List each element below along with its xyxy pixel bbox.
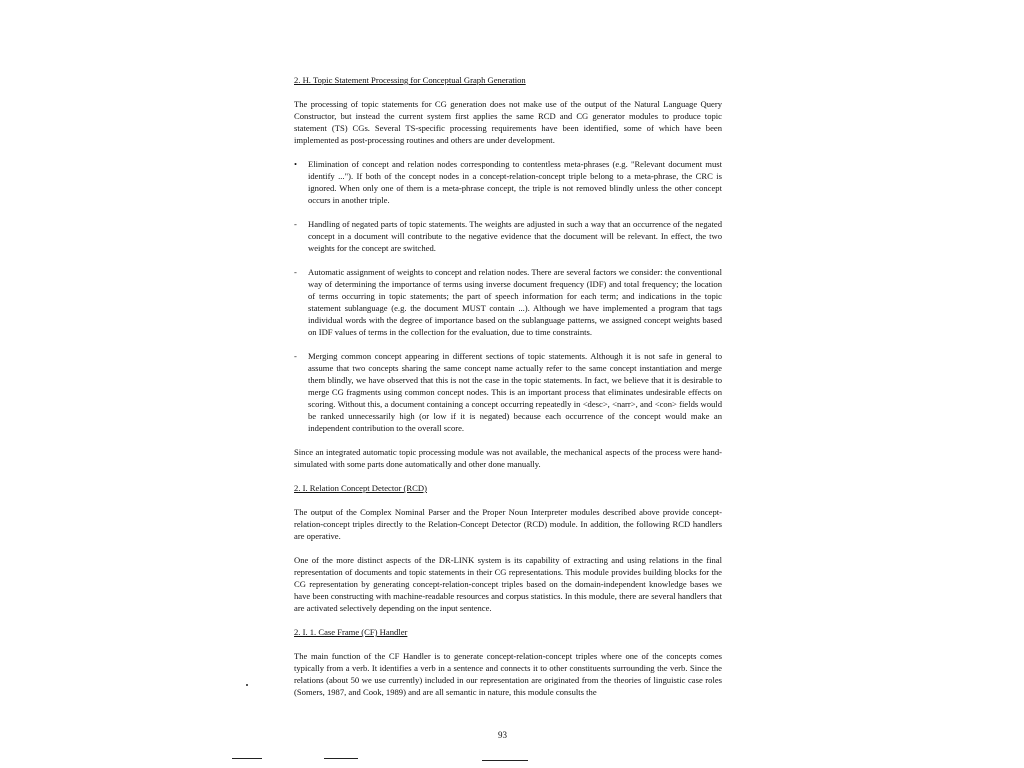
page-number: 93 xyxy=(498,730,507,740)
paragraph-closing: Since an integrated automatic topic processing module was not available, the mechanical aspects of the process were hand-simulated with some parts done automatically and other done manually. xyxy=(294,447,722,469)
bullet-item xyxy=(294,350,722,434)
scan-artifact-line xyxy=(482,760,528,761)
bullet-mark: • xyxy=(294,159,298,169)
bullet-mark: - xyxy=(294,351,297,361)
scan-artifact-dot xyxy=(246,684,248,686)
bullet-text: Handling of negated parts of topic statements. The weights are adjusted in such a way that an occurrence of the negated concept in a document will contribute to the negative evidence that the document will be relevant. In effect, the two weights for the concept are switched. xyxy=(308,219,722,253)
scan-artifact-line xyxy=(232,758,262,759)
document-page xyxy=(294,74,722,698)
section-heading-rcd: 2. I. Relation Concept Detector (RCD) xyxy=(294,483,427,493)
paragraph-case-frame: The main function of the CF Handler is to generate concept-relation-concept triples where one of the concepts comes typically from a verb. It identifies a verb in a sentence and connects it to other constituents surrounding the verb. Since the relations (about 50 we use currently) included in our representation are originated from the theories of linguistic case roles (Somers, 1987, and Cook, 1989) and are all semantic in nature, this module consults the xyxy=(294,651,722,697)
bullet-item xyxy=(294,158,722,206)
bullet-text: Automatic assignment of weights to concept and relation nodes. There are several factors we consider: the conventional way of determining the importance of terms using inverse document frequency (IDF) and total frequency; the location of terms occurring in topic statements; the part of speech information for each term; and indications in the topic statement sublanguage (e.g. the document MUST contain ...). Although we have implemented a program that tags individual words with the degree of importance based on the sublanguage patterns, we assigned concept weights based on IDF values of terms in the collection for the evaluation, due to time constraints. xyxy=(308,267,722,337)
bullet-text: Elimination of concept and relation nodes corresponding to contentless meta-phrases (e.g. "Relevant document must identify ..."). If both of the concept nodes in a concept-relation-concept triple belong to a meta-phrase, the CRC is ignored. When only one of them is a meta-phrase concept, the triple is not removed blindly unless the other concept occurs in another triple. xyxy=(308,159,722,205)
section-heading-case-frame: 2. I. 1. Case Frame (CF) Handler xyxy=(294,627,408,637)
paragraph-rcd-1: The output of the Complex Nominal Parser and the Proper Noun Interpreter modules described above provide concept-relation-concept triples directly to the Relation-Concept Detector (RCD) module. In addition, the following RCD handlers are operative. xyxy=(294,507,722,541)
bullet-item xyxy=(294,218,722,254)
scan-artifact-line xyxy=(324,758,358,759)
paragraph-rcd-2: One of the more distinct aspects of the DR-LINK system is its capability of extracting and using relations in the final representation of documents and topic statements in their CG representations. This module provides building blocks for the CG representation by generating concept-relation-concept triples based on the domain-independent knowledge bases we have been constructing with machine-readable resources and corpus statistics. In this module, there are several handlers that are activated selectively depending on the input sentence. xyxy=(294,555,722,613)
bullet-item xyxy=(294,266,722,338)
bullet-mark: - xyxy=(294,267,297,277)
paragraph-intro: The processing of topic statements for CG generation does not make use of the output of the Natural Language Query Constructor, but instead the current system first applies the same RCD and CG generator modules to produce topic statement (TS) CGs. Several TS-specific processing requirements have been identified, some of which have been implemented as post-processing routines and others are under development. xyxy=(294,99,722,145)
section-heading-topic-statement: 2. H. Topic Statement Processing for Conceptual Graph Generation xyxy=(294,75,526,85)
bullet-text: Merging common concept appearing in different sections of topic statements. Although it is not safe in general to assume that two concepts sharing the same concept name actually refer to the same concept instantiation and merge them blindly, we have observed that this is not the case in the topic statements. In fact, we believe that it is desirable to merge CG fragments using common concept nodes. This is an important process that eliminates undesirable effects on scoring. Without this, a document containing a concept occurring repeatedly in <desc>, <narr>, and <con> fields would be ranked unnecessarily high (or low if it is negated) because each occurrence of the concept would make an independent contribution to the overall score. xyxy=(308,351,722,433)
bullet-mark: - xyxy=(294,219,297,229)
